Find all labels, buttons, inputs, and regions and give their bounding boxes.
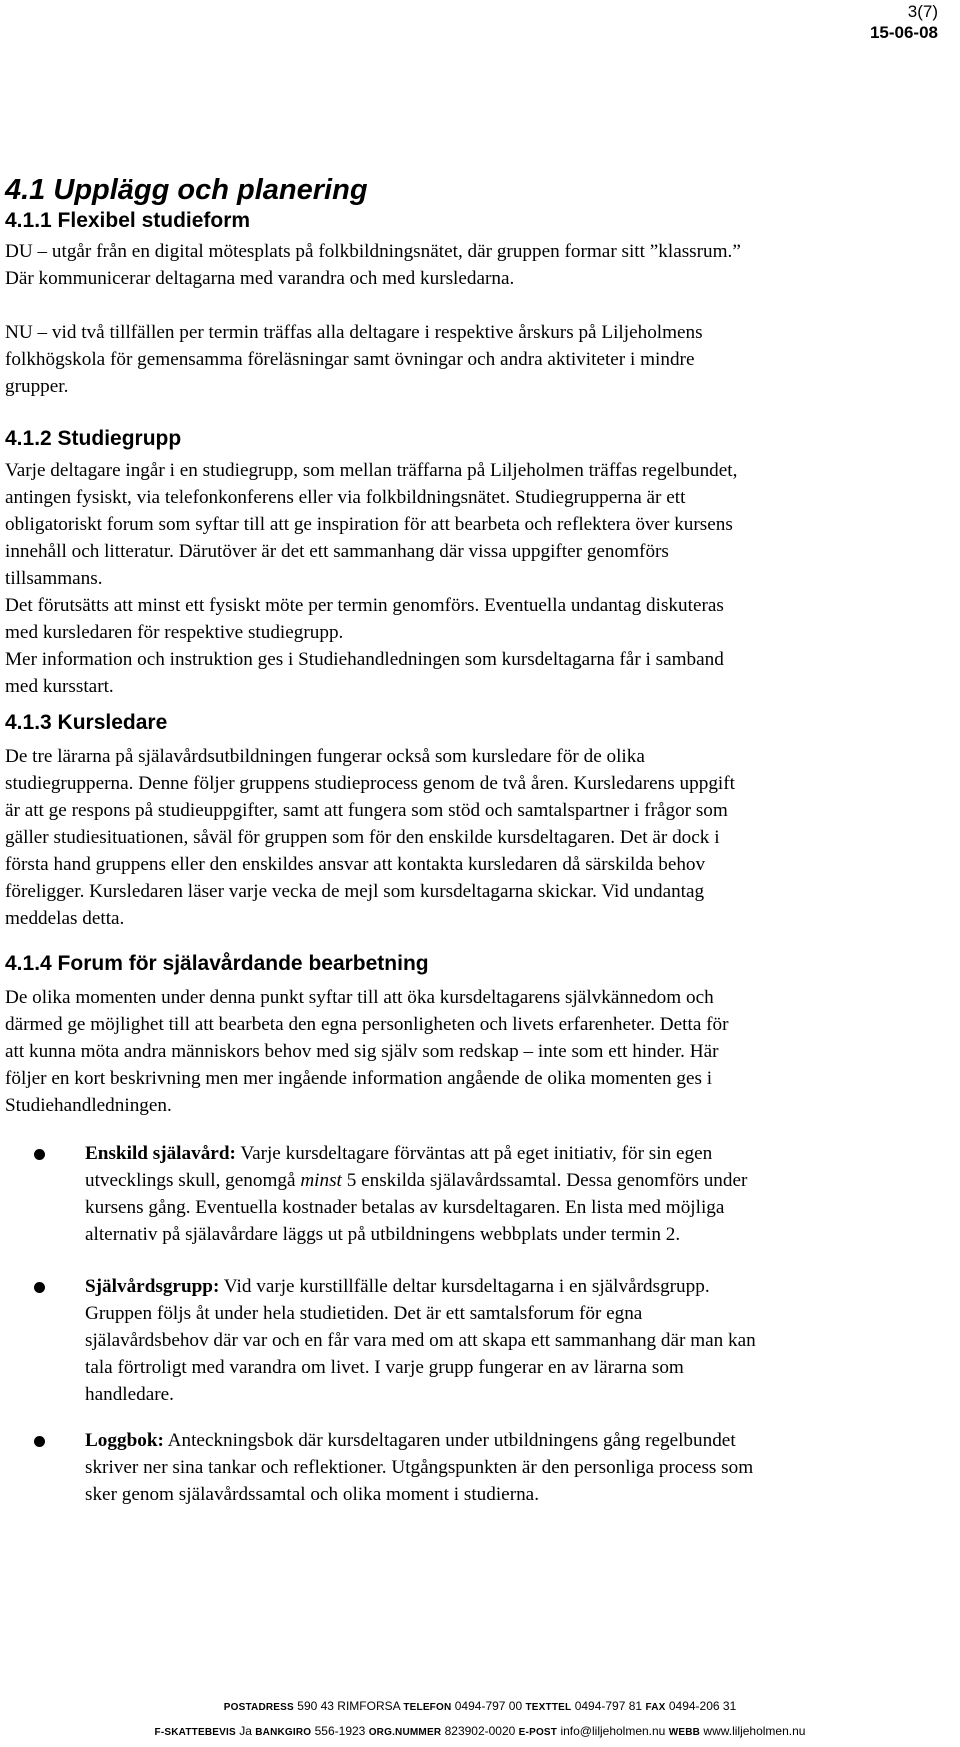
footer-value: 0494-206 31 (668, 1699, 737, 1713)
footer-value: 823902-0020 (444, 1724, 516, 1738)
footer-value: 0494-797 00 (454, 1699, 523, 1713)
heading-4-1-4: 4.1.4 Forum för själavårdande bearbetning (5, 952, 429, 975)
bullet-icon (34, 1149, 45, 1160)
footer-label: FAX (645, 1702, 666, 1713)
bullet-icon (34, 1436, 45, 1447)
bullet-icon (34, 1282, 45, 1293)
heading-4-1-1: 4.1.1 Flexibel studieform (5, 209, 251, 232)
list-item-text (85, 1273, 955, 1408)
paragraph-nu: NU – vid två tillfällen per termin träffas alla deltagare i respektive årskurs på Liljeholmens folkhögskola för gemensamma föreläsningar samt övningar och andra aktiviteter i mindre grupper. (5, 322, 703, 397)
heading-4-1-2: 4.1.2 Studiegrupp (5, 427, 182, 450)
page-number: 3(7) (907, 2, 938, 21)
list-item-body: Anteckningsbok där kursdeltagaren under utbildningens gång regelbundet skriver ner sina tankar och reflektioner. Utgångspunkten är den personliga process som sker genom själavårdssamtal och olika moment i studierna. (85, 1430, 754, 1505)
footer-label: TEXTTEL (525, 1702, 572, 1713)
list-item-term: Loggbok: (85, 1430, 164, 1451)
footer-label: F-SKATTEBEVIS (154, 1727, 236, 1738)
paragraph-forum: De olika momenten under denna punkt syftar till att öka kursdeltagarens självkännedom och därmed ge möjlighet till att bearbeta den egna personligheten och livets erfarenheter. Detta för att kunna möta andra människors behov med sig själv som redskap – inte som ett hinder. Här följer en kort beskrivning men mer ingående information angående de olika momenten ges i Studiehandledningen. (5, 987, 729, 1116)
footer-label: POSTADRESS (223, 1702, 294, 1713)
footer-label: WEBB (668, 1727, 701, 1738)
footer-label: ORG.NUMMER (368, 1727, 442, 1738)
footer-value: 590 43 RIMFORSA (297, 1699, 400, 1713)
footer-registration-line (0, 1723, 960, 1741)
footer-contact-line (0, 1698, 960, 1716)
footer-value: 0494-797 81 (574, 1699, 643, 1713)
document-date: 15-06-08 (869, 23, 938, 42)
paragraph-studiegrupp: Varje deltagare ingår i en studiegrupp, som mellan träffarna på Liljeholmen träffas regelbundet, antingen fysiskt, via telefonkonferens eller via folkbildningsnätet. Studiegrupperna är ett obligatoriskt forum som syftar till att ge inspiration för att bearbeta och reflektera över kursens innehåll och litteratur. Därutöver är det ett sammanhang där vissa uppgifter genomförs tillsammans. Det förutsätts att minst ett fysiskt möte per termin genomförs. Eventuella undantag diskuteras med kursledaren för respektive studiegrupp. Mer information och instruktion ges i Studiehandledningen som kursdeltagarna får i samband med kursstart. (5, 460, 738, 697)
paragraph-kursledare: De tre lärarna på själavårdsutbildningen fungerar också som kursledare för de olika studiegrupperna. Denne följer gruppens studieprocess genom de två åren. Kursledarens uppgift är att ge respons på studieuppgifter, samt att fungera som stöd och samtalspartner i frågor som gäller studiesituationen, såväl för gruppen som för den enskilde kursdeltagaren. Det är dock i första hand gruppens eller den enskildes ansvar att kontakta kursledaren då särskilda behov föreligger. Kursledaren läser varje vecka de mejl som kursdeltagarna skickar. Vid undantag meddelas detta. (5, 746, 735, 929)
heading-4-1-3: 4.1.3 Kursledare (5, 711, 168, 734)
footer-label: E-POST (518, 1727, 558, 1738)
list-item-term: Självårdsgrupp: (85, 1276, 220, 1297)
list-item-body: Vid varje kurstillfälle deltar kursdeltagarna i en självårdsgrupp. Gruppen följs åt under hela studietiden. Det är ett samtalsforum för egna själavårdsbehov där var och en får vara med om att skapa ett sammanhang där man kan tala förtroligt med varandra om livet. I varje grupp fungerar en av lärarna som handledare. (85, 1276, 756, 1405)
list-item-body: Varje kursdeltagare förväntas att på eget initiativ, för sin egen utvecklings skull, genomgå (85, 1143, 713, 1191)
footer-value: Ja (239, 1724, 252, 1738)
footer-label: BANKGIRO (255, 1727, 312, 1738)
paragraph-du: DU – utgår från en digital mötesplats på folkbildningsnätet, där gruppen formar sitt ”klassrum.” Där kommunicerar deltagarna med varandra och med kursledarna. (5, 241, 741, 289)
section-title: 4.1 Upplägg och planering (5, 174, 368, 206)
list-item-term: Enskild själavård: (85, 1143, 236, 1164)
footer-value: 556-1923 (314, 1724, 366, 1738)
list-item-text (85, 1427, 955, 1508)
list-item-emphasis: minst (300, 1170, 342, 1191)
footer-website-link[interactable]: www.liljeholmen.nu (703, 1724, 806, 1738)
list-item-body: 5 enskilda själavårdssamtal. Dessa genomförs under kursens gång. Eventuella kostnader betalas av kursdeltagaren. En lista med möjliga alternativ på själavårdare läggs ut på utbildningens webbplats under termin 2. (85, 1170, 748, 1245)
footer-label: TELEFON (403, 1702, 452, 1713)
footer-email-link[interactable]: info@liljeholmen.nu (560, 1724, 666, 1738)
list-item-text (85, 1140, 955, 1248)
